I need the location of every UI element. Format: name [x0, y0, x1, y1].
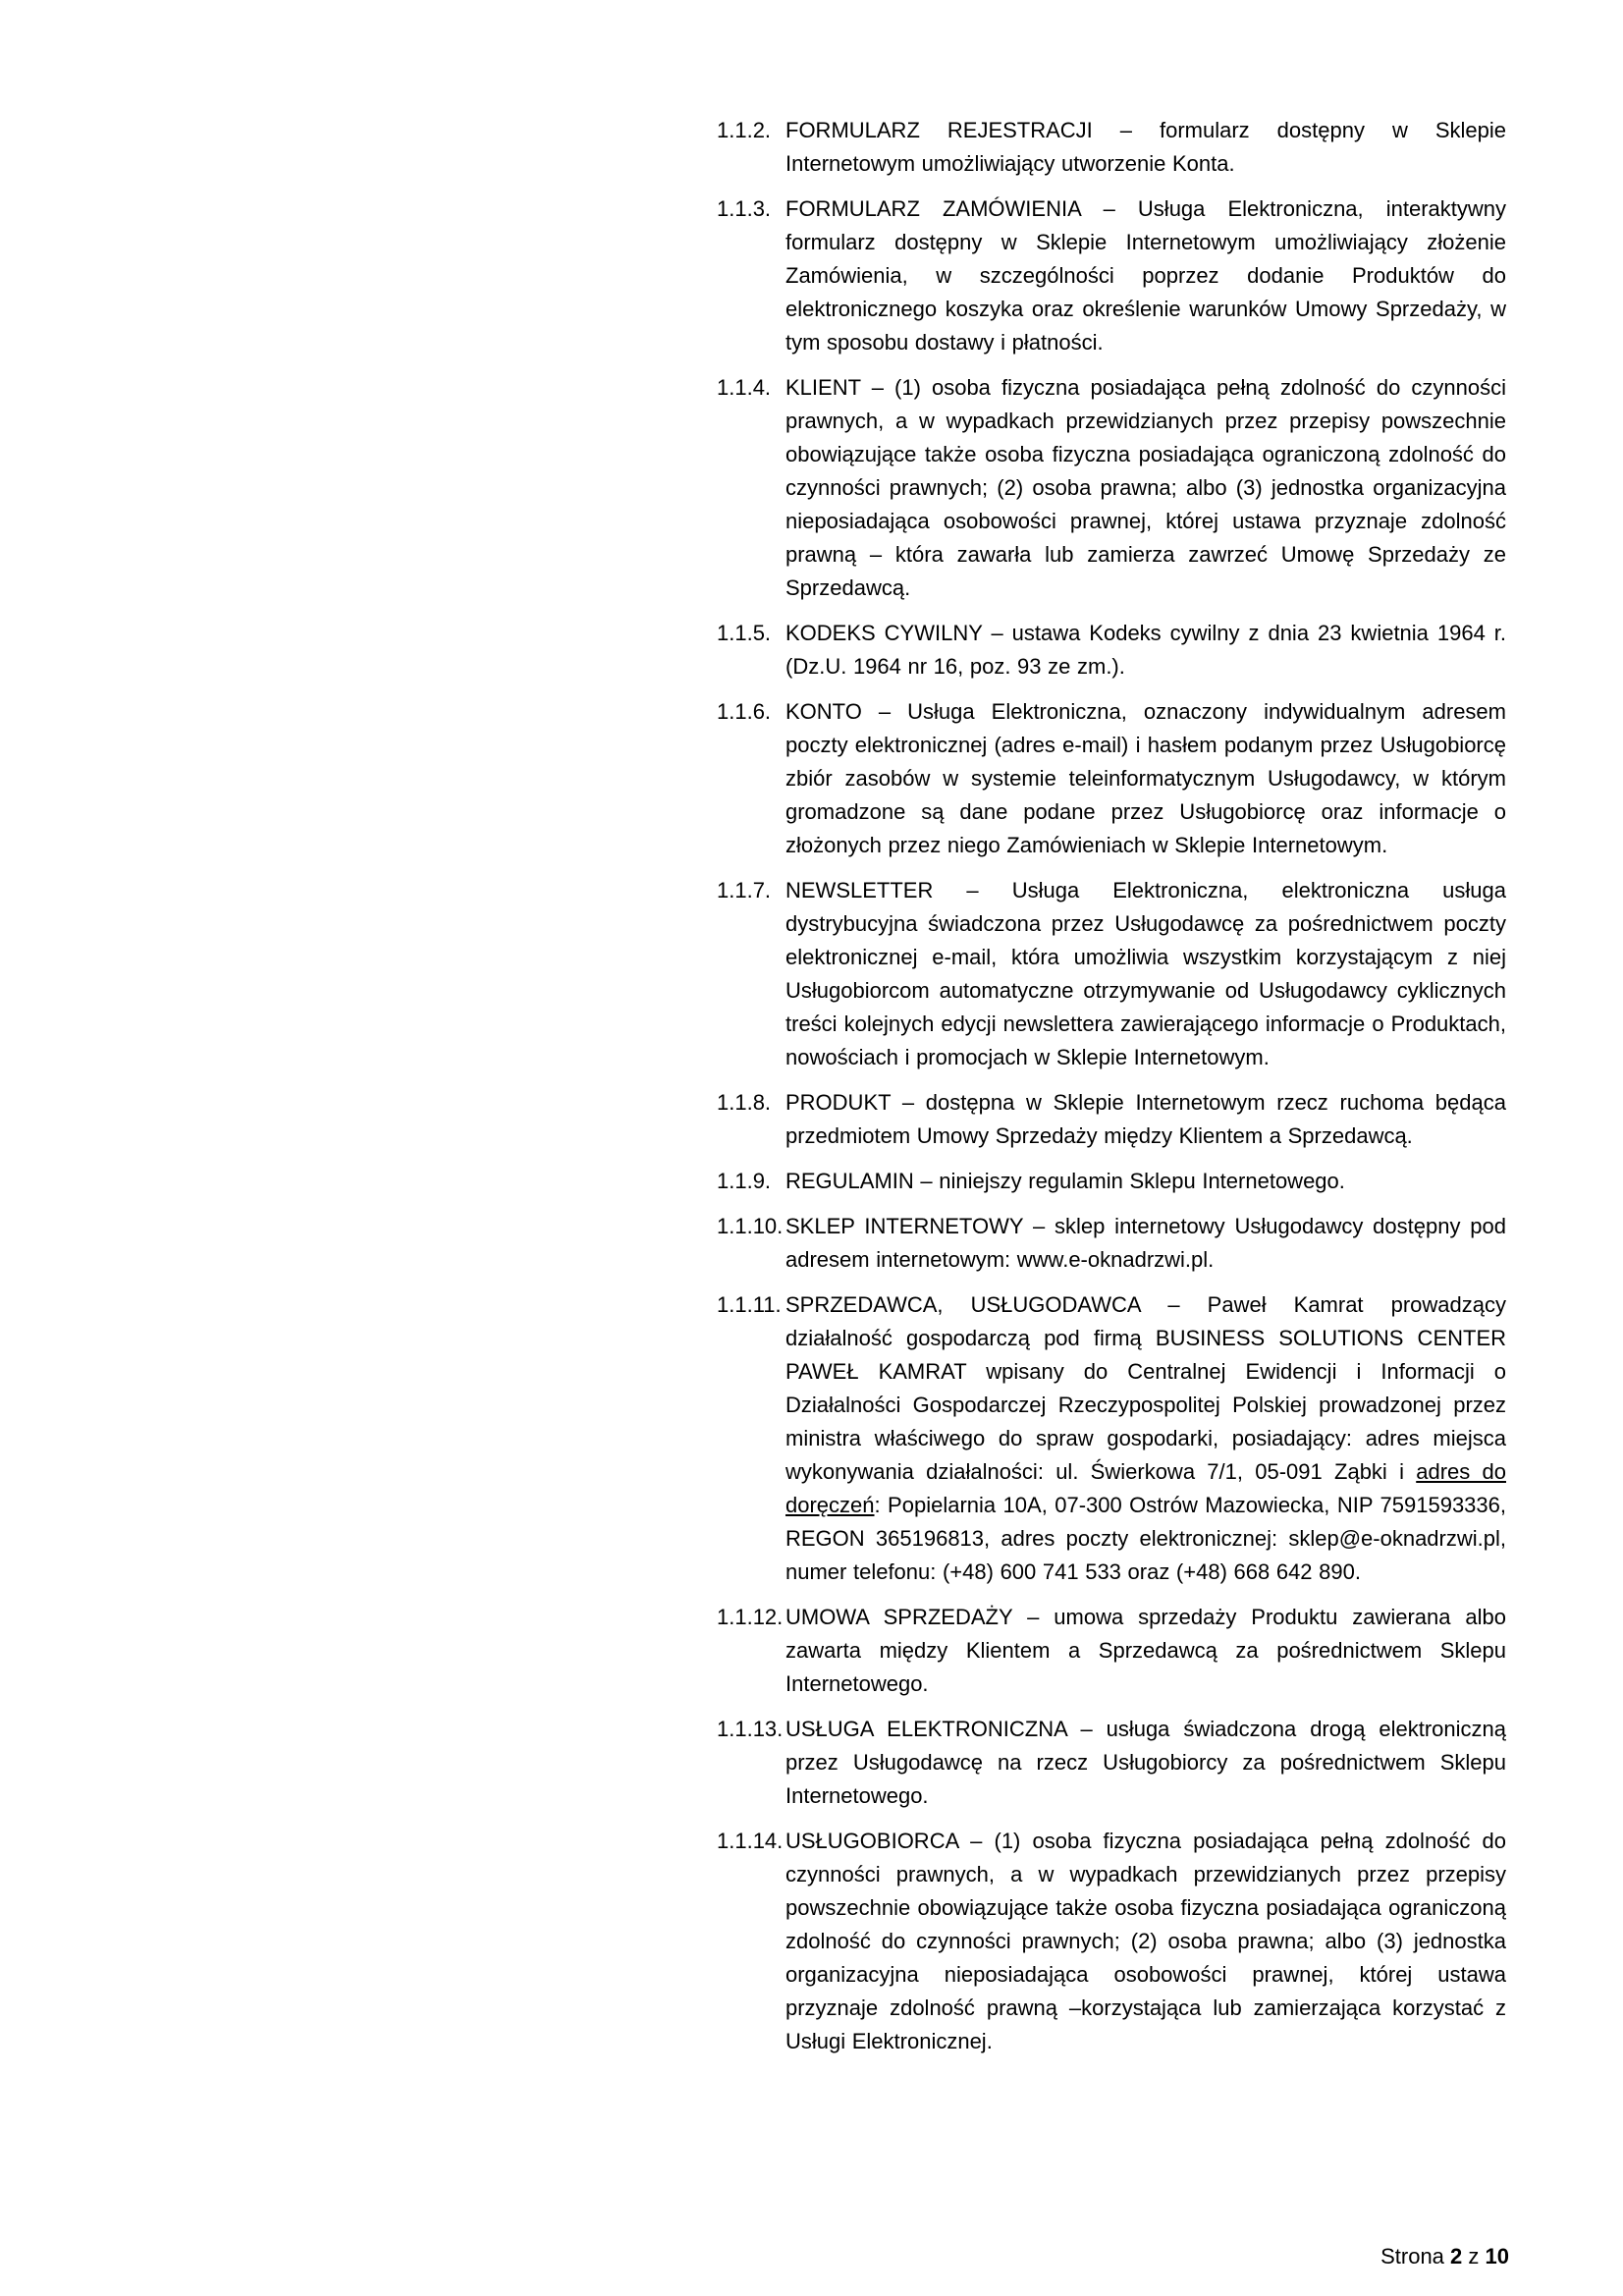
definition-number: 1.1.12.	[717, 1605, 784, 1629]
definition-number: 1.1.4.	[717, 375, 772, 400]
definition-text: UMOWA SPRZEDAŻY – umowa sprzedaży Produktu zawierana albo zawarta między Klientem a Sprzedawcą za pośrednictwem Sklepu Internetowego.	[785, 1605, 1506, 1696]
definition-number: 1.1.5.	[717, 621, 772, 645]
definitions-list	[717, 114, 1506, 2070]
footer-separator: z	[1462, 2244, 1486, 2269]
definition-text: USŁUGA ELEKTRONICZNA – usługa świadczona drogą elektroniczną przez Usługodawcę na rzecz Usługobiorcy za pośrednictwem Sklepu Internetowego.	[785, 1717, 1506, 1808]
definition-number: 1.1.13.	[717, 1717, 784, 1741]
definition-text: KONTO – Usługa Elektroniczna, oznaczony indywidualnym adresem poczty elektronicznej (adres e-mail) i hasłem podanym przez Usługobiorcę zbiór zasobów w systemie teleinformatycznym Usługodawcy, w którym gromadzone są dane podane przez Usługobiorcę oraz informacje o złożonych przez niego Zamówieniach w Sklepie Internetowym.	[785, 699, 1506, 857]
definition-item-1-1-10	[717, 1210, 1506, 1277]
definition-number: 1.1.6.	[717, 699, 772, 724]
definition-item-1-1-11	[717, 1288, 1506, 1589]
definition-number: 1.1.8.	[717, 1090, 772, 1115]
definition-item-1-1-5	[717, 617, 1506, 683]
definition-text: SPRZEDAWCA, USŁUGODAWCA – Paweł Kamrat prowadzący działalność gospodarczą pod firmą BUSINESS SOLUTIONS CENTER PAWEŁ KAMRAT wpisany do Centralnej Ewidencji i Informacji o Działalności Gospodarczej Rzeczypospolitej Polskiej prowadzonej przez ministra właściwego do spraw gospodarki, posiadający: adres miejsca wykonywania działalności: ul. Świerkowa 7/1, 05-091 Ząbki i	[785, 1292, 1506, 1484]
definition-item-1-1-4	[717, 371, 1506, 605]
footer-label: Strona	[1380, 2244, 1451, 2269]
definition-item-1-1-12	[717, 1601, 1506, 1701]
definition-text: USŁUGOBIORCA – (1) osoba fizyczna posiadająca pełną zdolność do czynności prawnych, a w wypadkach przewidzianych przez przepisy powszechnie obowiązujące także osoba fizyczna posiadająca ograniczoną zdolność do czynności prawnych; (2) osoba prawna; albo (3) jednostka organizacyjna nieposiadająca osobowości prawnej, której ustawa przyznaje zdolność prawną –korzystająca lub zamierzająca korzystać z Usługi Elektronicznej.	[785, 1829, 1506, 2053]
definition-text: FORMULARZ ZAMÓWIENIA – Usługa Elektroniczna, interaktywny formularz dostępny w Sklepie Internetowym umożliwiający złożenie Zamówienia, w szczególności poprzez dodanie Produktów do elektronicznego koszyka oraz określenie warunków Umowy Sprzedaży, w tym sposobu dostawy i płatności.	[785, 196, 1506, 355]
definition-number: 1.1.14.	[717, 1829, 784, 1853]
definition-text: FORMULARZ REJESTRACJI – formularz dostępny w Sklepie Internetowym umożliwiający utworzenie Konta.	[785, 118, 1506, 176]
definition-number: 1.1.9.	[717, 1169, 772, 1193]
footer-page-number: 2	[1450, 2244, 1463, 2269]
definition-text: : Popielarnia 10A, 07-300 Ostrów Mazowiecka, NIP 7591593336, REGON 365196813, adres poczty elektronicznej: sklep@e-oknadrzwi.pl, numer telefonu: (+48) 600 741 533 oraz (+48) 668 642 890.	[785, 1493, 1506, 1584]
footer-total-pages: 10	[1485, 2244, 1509, 2269]
definition-item-1-1-7	[717, 874, 1506, 1074]
definition-item-1-1-3	[717, 192, 1506, 359]
definition-number: 1.1.11.	[717, 1292, 782, 1317]
page-footer	[1380, 2244, 1509, 2269]
definition-text: SKLEP INTERNETOWY – sklep internetowy Usługodawcy dostępny pod adresem internetowym: www.e-oknadrzwi.pl.	[785, 1214, 1506, 1272]
definition-text: KLIENT – (1) osoba fizyczna posiadająca pełną zdolność do czynności prawnych, a w wypadkach przewidzianych przez przepisy powszechnie obowiązujące także osoba fizyczna posiadająca ograniczoną zdolność do czynności prawnych; (2) osoba prawna; albo (3) jednostka organizacyjna nieposiadająca osobowości prawnej, której ustawa przyznaje zdolność prawną – która zawarła lub zamierza zawrzeć Umowę Sprzedaży ze Sprzedawcą.	[785, 375, 1506, 600]
definition-item-1-1-14	[717, 1825, 1506, 2058]
underlined-text: adres do doręczeń	[785, 1459, 1506, 1517]
definition-number: 1.1.7.	[717, 878, 772, 902]
definition-text: KODEKS CYWILNY – ustawa Kodeks cywilny z dnia 23 kwietnia 1964 r. (Dz.U. 1964 nr 16, poz. 93 ze zm.).	[785, 621, 1506, 679]
definition-number: 1.1.3.	[717, 196, 772, 221]
definition-text: PRODUKT – dostępna w Sklepie Internetowym rzecz ruchoma będąca przedmiotem Umowy Sprzedaży między Klientem a Sprzedawcą.	[785, 1090, 1506, 1148]
definition-item-1-1-2	[717, 114, 1506, 181]
definition-number: 1.1.2.	[717, 118, 772, 142]
definition-item-1-1-8	[717, 1086, 1506, 1153]
definition-item-1-1-6	[717, 695, 1506, 862]
definition-item-1-1-9	[717, 1165, 1506, 1198]
definition-number: 1.1.10.	[717, 1214, 784, 1238]
definition-item-1-1-13	[717, 1713, 1506, 1813]
definition-text: REGULAMIN – niniejszy regulamin Sklepu Internetowego.	[785, 1169, 1345, 1193]
definition-text: NEWSLETTER – Usługa Elektroniczna, elektroniczna usługa dystrybucyjna świadczona przez Usługodawcę za pośrednictwem poczty elektronicznej e-mail, która umożliwia wszystkim korzystającym z niej Usługobiorcom automatyczne otrzymywanie od Usługodawcy cyklicznych treści kolejnych edycji newslettera zawierającego informacje o Produktach, nowościach i promocjach w Sklepie Internetowym.	[785, 878, 1506, 1069]
